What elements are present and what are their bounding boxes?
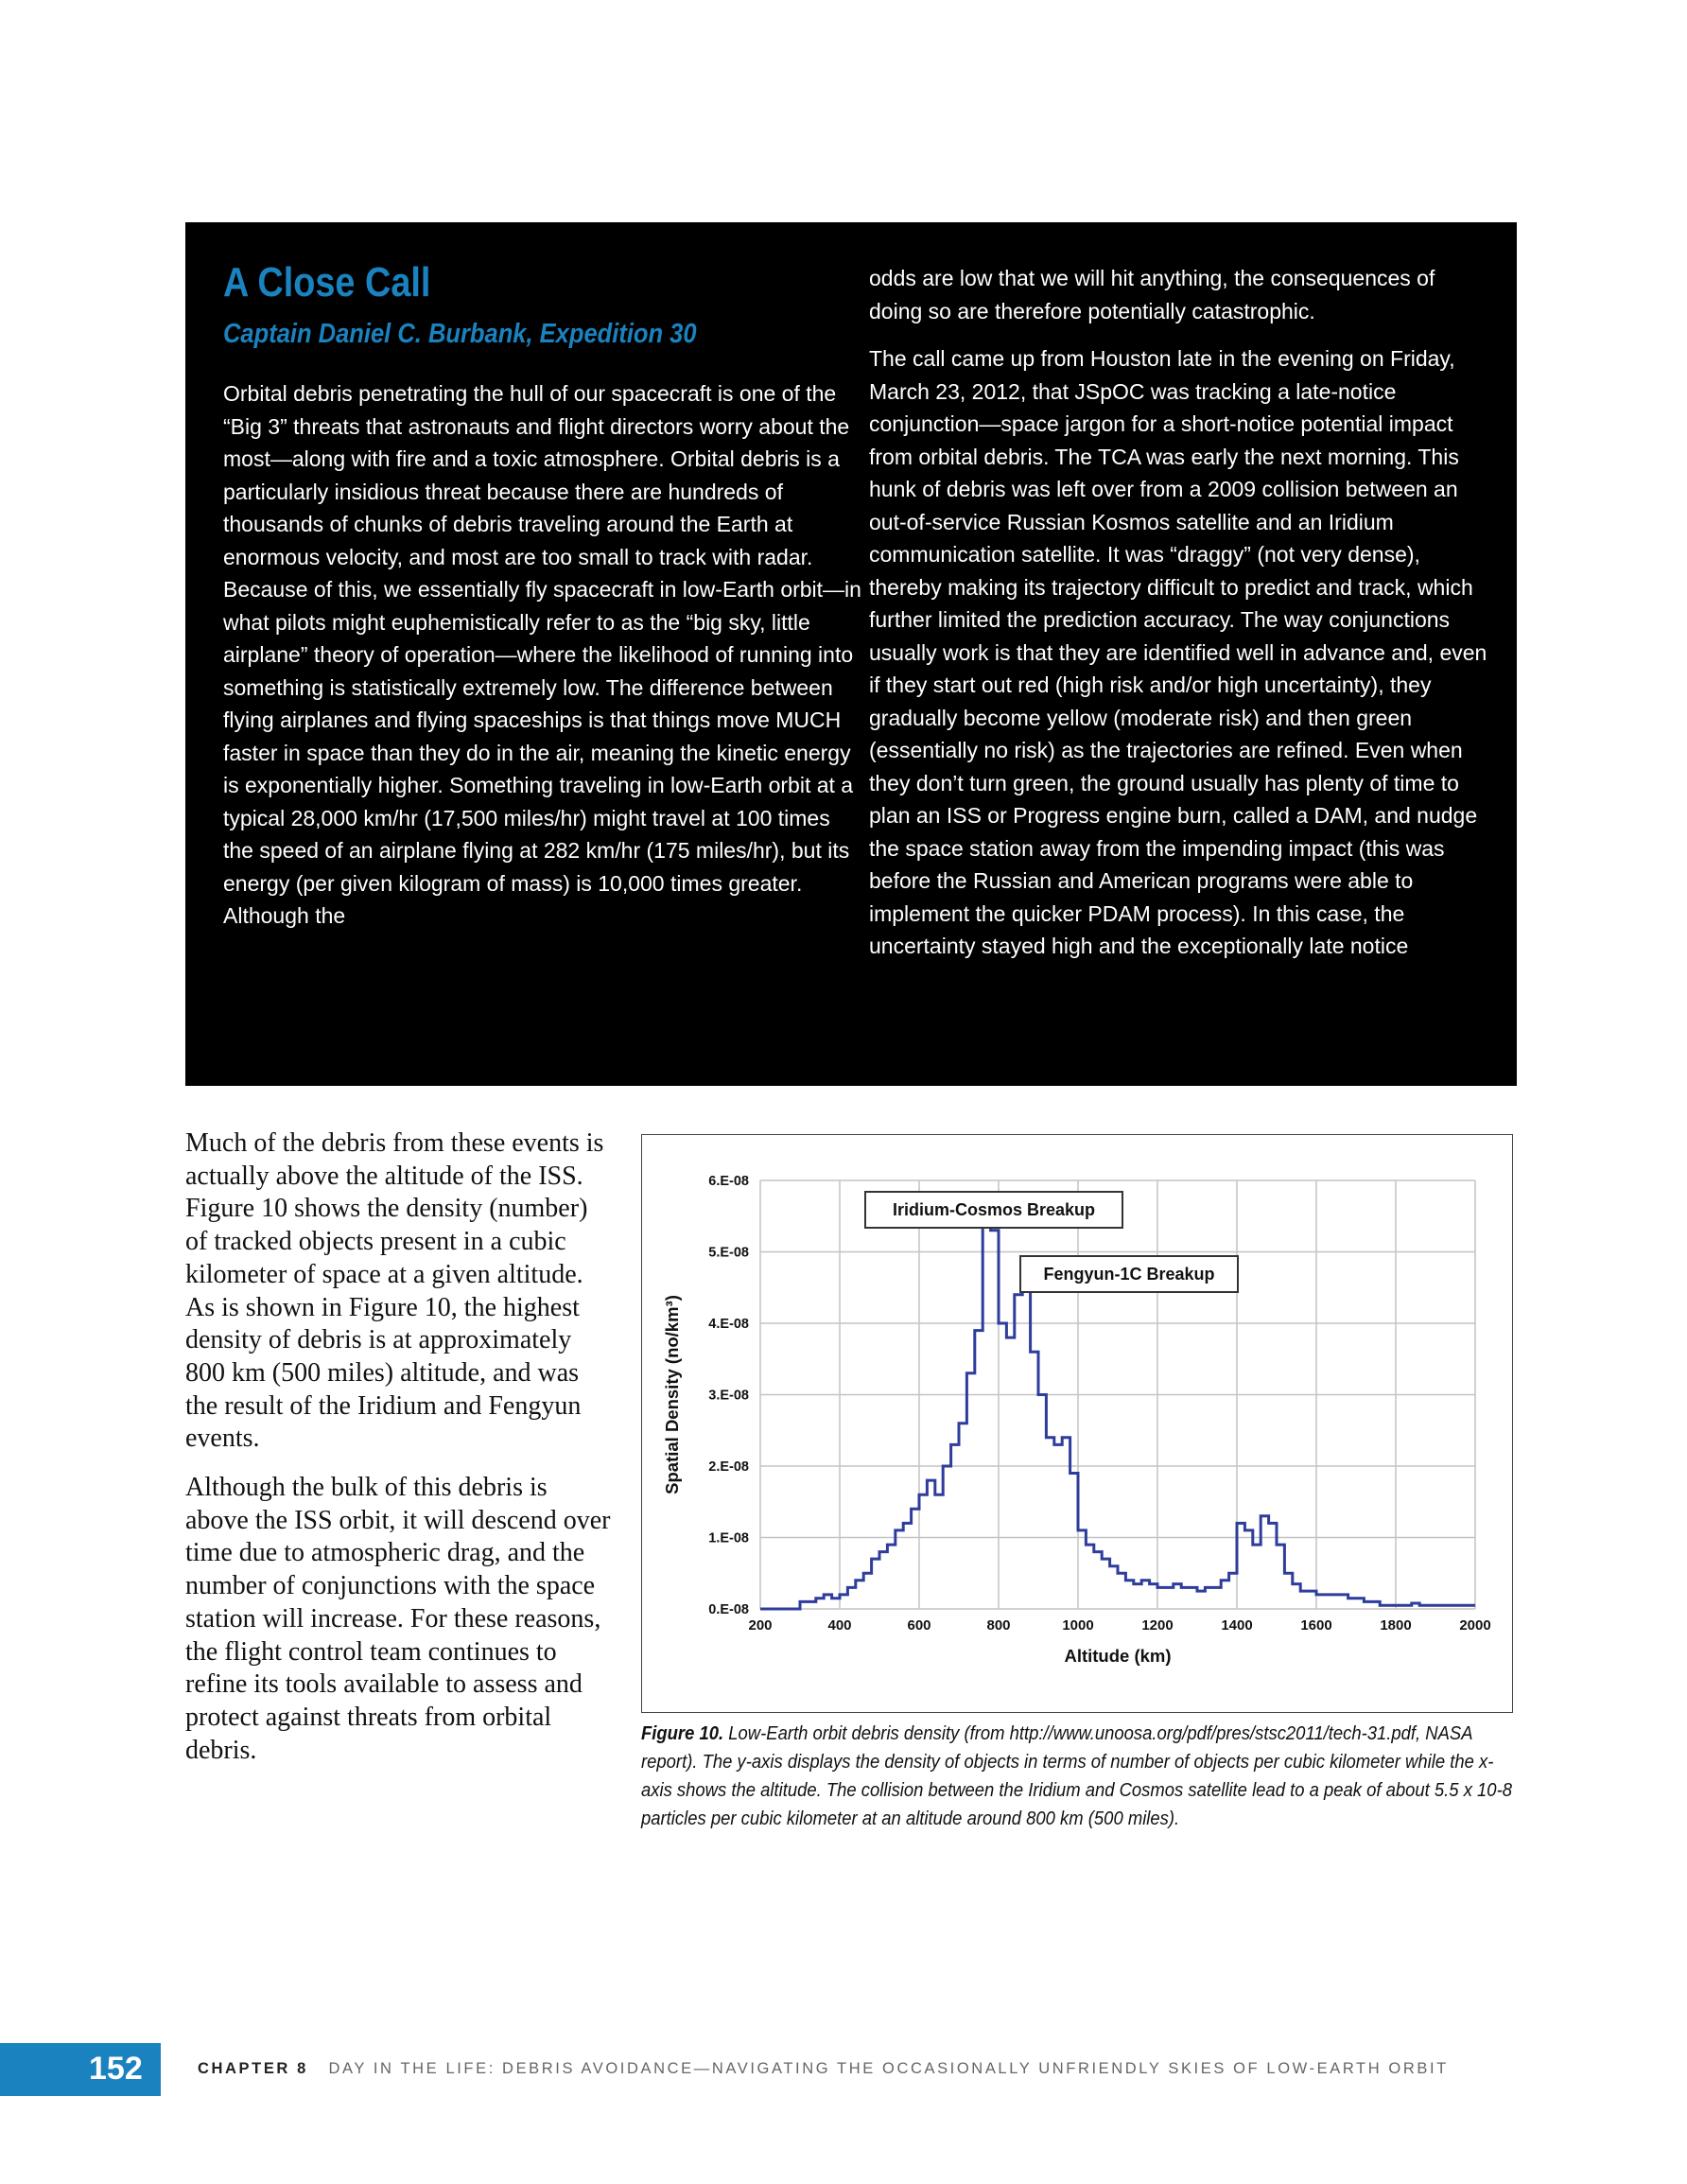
running-footer [198,2060,1449,2078]
y-tick-label: 4.E-08 [708,1317,749,1332]
annotation-label: Iridium-Cosmos Breakup [892,1200,1096,1219]
x-tick-label: 1400 [1221,1617,1253,1634]
sidebar-column-left [223,377,866,933]
page-number: 152 [89,2051,143,2087]
y-tick-label: 3.E-08 [708,1388,749,1404]
body-text [185,1127,611,1767]
x-tick-label: 600 [907,1617,931,1634]
sidebar-paragraph: The call came up from Houston late in the evening on Friday, March 23, 2012, that JSpOC was tracking a late-notice conjunction—space jargon for a short-notice potential impact from orbital debris. The TCA was early the next morning. This hunk of debris was left over from a 2009 collision between an out-of-service Russian Kosmos satellite and an Iridium communication satellite. It was “draggy” (not very dense), thereby making its trajectory difficult to predict and track, which further limited the prediction accuracy. The way conjunctions usually work is that they are identified well in advance and, even if they start out red (high risk and/or high uncertainty), they gradually become yellow (moderate risk) and then green (essentially no risk) as the trajectories are refined. Even when they don’t turn green, the ground usually has plenty of time to plan an ISS or Progress engine burn, called a DAM, and nudge the space station away from the impending impact (this was before the Russian and American programs were able to implement the quicker PDAM process). In this case, the uncertainty stayed high and the exceptionally late notice [869,346,1487,958]
x-tick-label: 800 [986,1617,1011,1634]
x-tick-label: 1600 [1300,1617,1332,1634]
annotation-label: Fengyun-1C Breakup [1043,1265,1215,1284]
x-tick-label: 1000 [1062,1617,1094,1634]
y-tick-label: 0.E-08 [708,1602,749,1617]
y-tick-label: 6.E-08 [708,1174,749,1189]
x-axis-label: Altitude (km) [1064,1646,1172,1666]
sidebar-paragraph: odds are low that we will hit anything, the consequences of doing so are therefore potentially catastrophic. [869,266,1435,323]
chapter-label: CHAPTER 8 [198,2060,308,2077]
x-tick-label: 200 [748,1617,773,1634]
debris-density-chart [642,1135,1511,1711]
body-paragraph: Although the bulk of this debris is above the ISS orbit, it will descend over time due to atmospheric drag, and the number of conjunctions with the space station will increase. For these reasons, the flight control team continues to refine its tools available to assess and protect against threats from orbital debris. [185,1473,611,1765]
sidebar-byline: Captain Daniel C. Burbank, Expedition 30 [223,319,697,349]
y-axis-label: Spatial Density (no/km³) [662,1295,682,1494]
chapter-title: DAY IN THE LIFE: DEBRIS AVOIDANCE—NAVIGATING THE OCCASIONALLY UNFRIENDLY SKIES OF LOW-EARTH ORBIT [328,2060,1449,2077]
x-tick-label: 1200 [1141,1617,1174,1634]
sidebar-column-right [869,262,1488,963]
annotation-iridium-cosmos [865,1192,1122,1228]
sidebar-title: A Close Call [223,259,431,306]
sidebar-box [185,222,1517,1086]
body-paragraph: Much of the debris from these events is actually above the altitude of the ISS. Figure 10 shows the density (number) of tracked objects present in a cubic kilometer of space at a given altitude. As is shown in Figure 10, the highest density of debris is at approximately 800 km (500 miles) altitude, and was the result of the Iridium and Fengyun events. [185,1128,604,1454]
y-tick-label: 1.E-08 [708,1530,749,1546]
y-tick-label: 2.E-08 [708,1459,749,1475]
y-tick-label: 5.E-08 [708,1245,749,1261]
sidebar-paragraph: Orbital debris penetrating the hull of our spacecraft is one of the “Big 3” threats that astronauts and flight directors worry about the most—along with fire and a toxic atmosphere. Orbital debris is a particularly insidious threat because there are hundreds of thousands of chunks of debris traveling around the Earth at enormous velocity, and most are too small to track with radar. Because of this, we essentially fly spacecraft in low-Earth orbit—in what pilots might euphemistically refer to as the “big sky, little airplane” theory of operation—where the likelihood of running into something is statistically extremely low. The difference between flying airplanes and flying spaceships is that things move MUCH faster in space than they do in the air, meaning the kinetic energy is exponentially higher. Something traveling in low-Earth orbit at a typical 28,000 km/hr (17,500 miles/hr) might travel at 100 times the speed of an airplane flying at 282 km/hr (175 miles/hr), but its energy (per given kilogram of mass) is 10,000 times greater. Although the [223,381,861,928]
caption-label: Figure 10. [641,1722,724,1744]
annotation-fengyun-1c [1020,1256,1238,1292]
figure-caption [641,1720,1521,1833]
x-tick-label: 400 [827,1617,852,1634]
figure-10 [641,1134,1513,1713]
x-tick-label: 2000 [1459,1617,1491,1634]
caption-text: Low-Earth orbit debris density (from http://www.unoosa.org/pdf/pres/stsc2011/tech-31.pdf, NASA report). The y-axis displays the density of objects in terms of number of objects per cubic kilometer while the x-axis shows the altitude. The collision between the Iridium and Cosmos satellite lead to a peak of about 5.5 x 10-8 particles per cubic kilometer at an altitude around 800 km (500 miles). [641,1722,1512,1829]
x-tick-label: 1800 [1380,1617,1412,1634]
